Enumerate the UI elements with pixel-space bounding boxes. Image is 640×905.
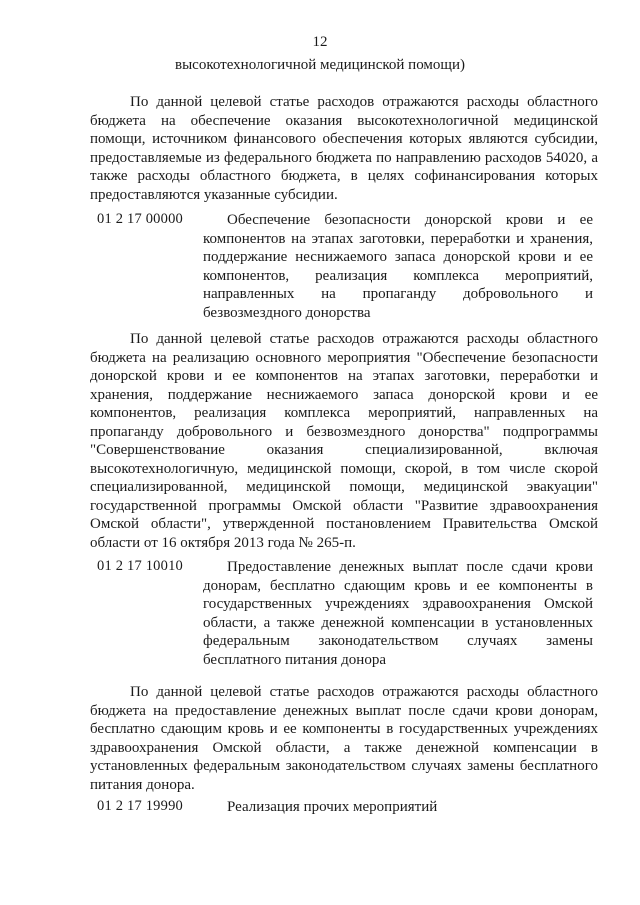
paragraph-3: По данной целевой статье расходов отражаются расходы областного бюджета на предоставление денежных выплат после сдачи крови донорам, бесплатно сдающим кровь и ее компоненты в государственных учреждениях здравоохранения Омской области, а также денежной компенсации в установленных федеральным законодательством случаях замены бесплатного питания донора. <box>90 684 598 793</box>
classification-title-2: Предоставление денежных выплат после сдачи крови донорам, бесплатно сдающим кровь и ее компоненты в государственных учреждениях здравоохранения Омской области, а также денежной компенсации в установленных федеральным законодательством случаях замены бесплатного питания донора <box>203 559 593 668</box>
continuation-line: высокотехнологичной медицинской помощи) <box>175 57 465 73</box>
paragraph-1: По данной целевой статье расходов отражаются расходы областного бюджета на обеспечение оказания высокотехнологичной медицинской помощи, источником финансового обеспечения которых являются субсидии, предоставляемые из федерального бюджета по направлению расходов 54020, а также расходы областного бюджета, в целях софинансирования которых предоставляются указанные субсидии. <box>90 94 598 203</box>
classification-code-3: 01 2 17 19990 <box>97 798 183 814</box>
classification-title-3: Реализация прочих мероприятий <box>227 799 438 815</box>
paragraph-2: По данной целевой статье расходов отражаются расходы областного бюджета на реализацию основного мероприятия "Обеспечение безопасности донорской крови и ее компонентов на этапах заготовки, переработки и хранения, поддержание неснижаемого запаса донорской крови и ее компонентов, реализация комплекса мероприятий, направленных на пропаганду добровольного и безвозмездного донорства" подпрограммы "Совершенствование оказания специализированной, включая высокотехнологичную, медицинской помощи, скорой, в том числе скорой специализированной, медицинской помощи, медицинской эвакуации" государственной программы Омской области "Развитие здравоохранения Омской области", утвержденной постановлением Правительства Омской области от 16 октября 2013 года № 265-п. <box>90 331 598 551</box>
classification-code-1: 01 2 17 00000 <box>97 211 183 227</box>
classification-title-1: Обеспечение безопасности донорской крови и ее компонентов на этапах заготовки, переработки и хранения, поддержание неснижаемого запаса донорской крови и ее компонентов, реализация комплекса мероприятий, направленных на пропаганду добровольного и безвозмездного донорства <box>203 212 593 321</box>
classification-code-2: 01 2 17 10010 <box>97 558 183 574</box>
page-number: 12 <box>312 34 328 50</box>
